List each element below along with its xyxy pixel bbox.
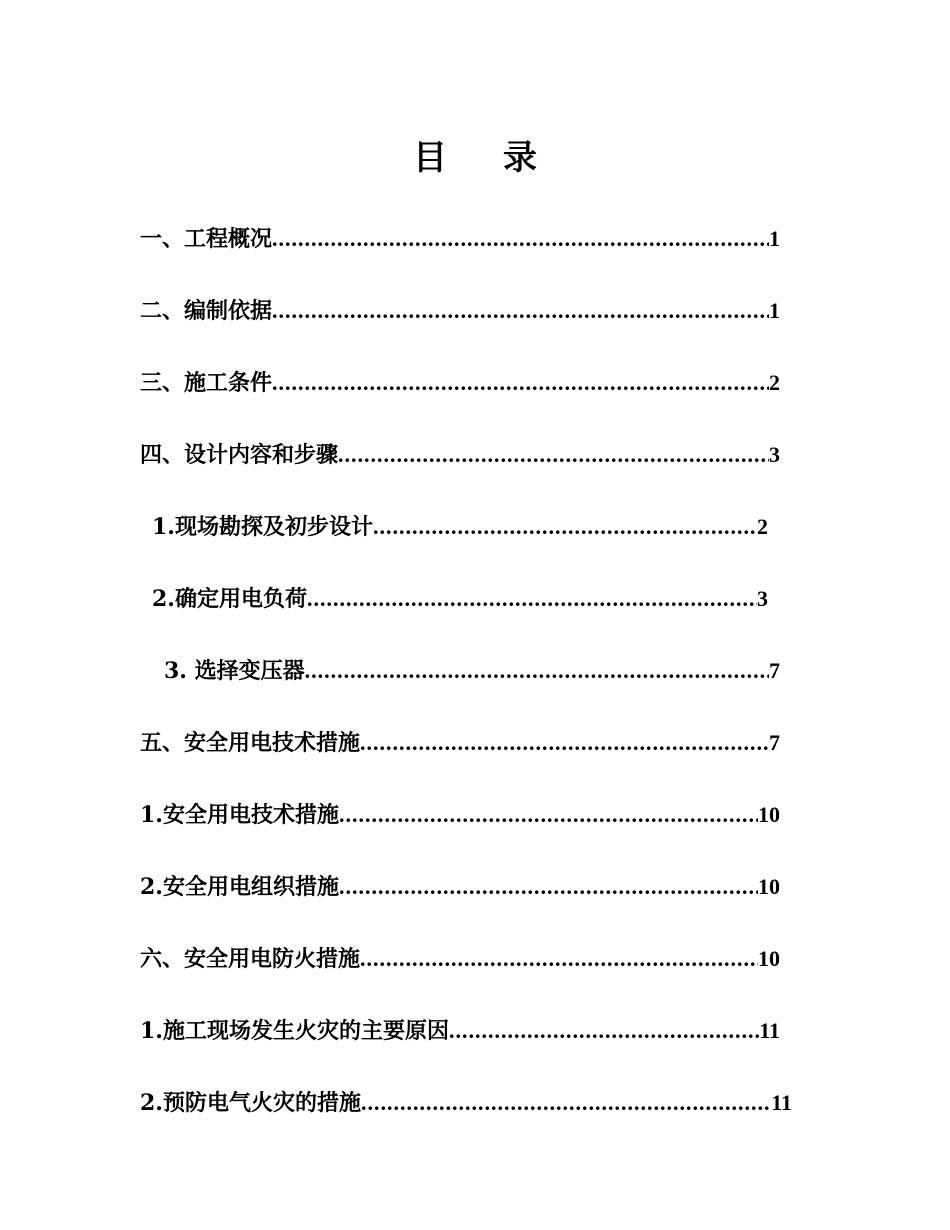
toc-entry[interactable] — [152, 510, 768, 540]
toc-entry-page: 1 — [769, 298, 780, 323]
toc-leader-dots — [339, 874, 758, 900]
toc-entry-label: 3. 选择变压器 — [164, 658, 305, 684]
toc-entry[interactable] — [140, 870, 780, 900]
toc-leader-dots — [373, 514, 757, 540]
toc-leader-dots — [272, 370, 769, 396]
toc-entry[interactable] — [152, 582, 768, 612]
toc-entry[interactable] — [140, 366, 780, 396]
toc-entry-page: 10 — [758, 946, 780, 971]
toc-entry-page: 10 — [758, 802, 780, 827]
toc-entry-label: 五、安全用电技术措施 — [140, 730, 361, 756]
toc-leader-dots — [307, 586, 757, 612]
toc-entry-label: 1.施工现场发生火灾的主要原因 — [140, 1018, 449, 1044]
page-title — [0, 130, 950, 179]
toc-entry-page: 11 — [771, 1090, 792, 1115]
toc-entry-page: 11 — [759, 1018, 780, 1043]
toc-entry[interactable] — [140, 294, 780, 324]
toc-entry-label: 六、安全用电防火措施 — [140, 946, 361, 972]
toc-entry-label: 三、施工条件 — [140, 370, 273, 396]
toc-entry[interactable] — [140, 726, 780, 756]
toc-entry[interactable] — [140, 438, 780, 468]
toc-leader-dots — [361, 1090, 771, 1116]
toc-entry-page: 3 — [769, 442, 780, 467]
toc-entry-label: 二、编制依据 — [140, 298, 273, 324]
toc-entry[interactable] — [140, 798, 780, 828]
toc-entry[interactable] — [140, 1086, 792, 1116]
toc-entry-label: 2.确定用电负荷 — [152, 586, 307, 612]
toc-leader-dots — [360, 730, 769, 756]
toc-leader-dots — [449, 1018, 759, 1044]
toc-entry[interactable] — [140, 942, 780, 972]
toc-entry-page: 2 — [769, 370, 780, 395]
toc-entry-label: 2.安全用电组织措施 — [140, 874, 339, 900]
toc-entry-label: 四、设计内容和步骤 — [140, 442, 339, 468]
toc-entry-page: 2 — [757, 514, 768, 539]
toc-entry-label: 1.现场勘探及初步设计 — [152, 514, 373, 540]
toc-entry-page: 10 — [758, 874, 780, 899]
title-char-1: 目 — [413, 138, 447, 178]
toc-entry[interactable] — [140, 1014, 780, 1044]
toc-entry-page: 3 — [757, 586, 768, 611]
toc-entry-page: 1 — [769, 226, 780, 251]
toc-entry[interactable] — [164, 654, 780, 684]
toc-entry-label: 2.预防电气火灾的措施 — [140, 1090, 361, 1116]
toc-leader-dots — [272, 298, 769, 324]
toc-entry-label: 1.安全用电技术措施 — [140, 802, 339, 828]
title-char-2: 录 — [503, 138, 537, 178]
toc-leader-dots — [305, 658, 769, 684]
toc-leader-dots — [338, 442, 769, 468]
toc-entry-label: 一、工程概况 — [140, 226, 273, 252]
toc-entry-page: 7 — [769, 730, 780, 755]
toc-entry-page: 7 — [769, 658, 780, 683]
toc-entry[interactable] — [140, 222, 780, 252]
toc-leader-dots — [360, 946, 758, 972]
toc-leader-dots — [339, 802, 758, 828]
toc-leader-dots — [272, 226, 769, 252]
